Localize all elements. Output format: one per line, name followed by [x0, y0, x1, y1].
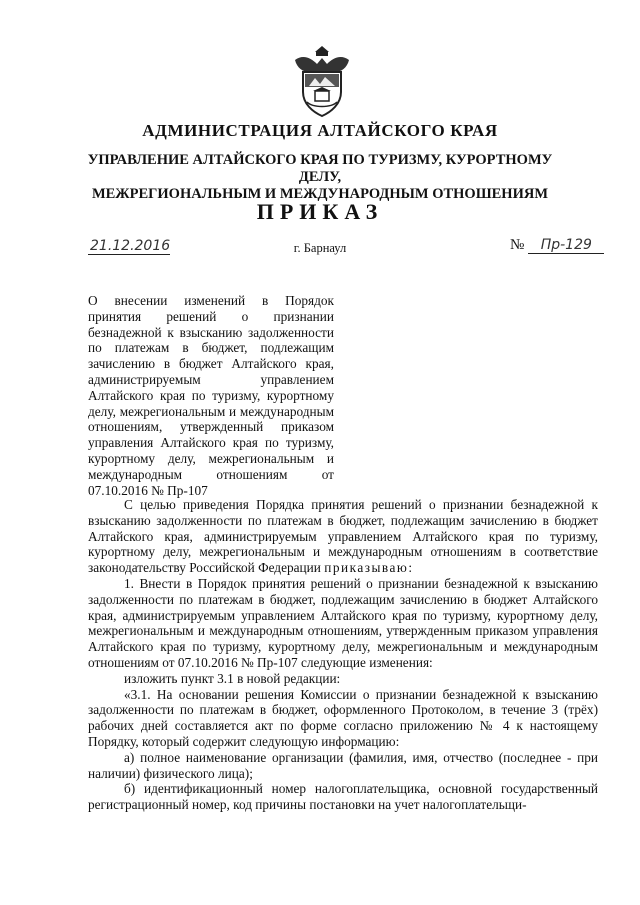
department-title-line2: МЕЖРЕГИОНАЛЬНЫМ И МЕЖДУНАРОДНЫМ ОТНОШЕНИЯМ — [91, 186, 549, 202]
body-paragraph-clause: «3.1. На основании решения Комиссии о признании безнадежной к взысканию задолженности по платежам в бюджет, оформленного Протоколом, в течение 3 (трёх) рабочих дней составляется акт по форме согласно приложению № 4 к настоящему Порядку, который содержит следующую информацию: — [88, 686, 598, 749]
department-title — [80, 152, 560, 203]
body-paragraph-amend: изложить пункт 3.1 в новой редакции: — [124, 670, 341, 686]
document-body — [88, 497, 598, 813]
preamble-text: С целью приведения Порядка принятия решений о признании безнадежной к взысканию задолженности по платежам в бюджет, подлежащим зачислению в бюджет Алтайского края, администрируемым управлением Алтайского края по туризму, курортному делу, межрегиональным и международным отношениям в соответствие законодательству Российской Федерации — [88, 497, 598, 576]
body-paragraph-a: а) полное наименование организации (фамилия, имя, отчество (последнее - при наличии) физического лица); — [88, 749, 598, 781]
body-paragraph-item1: 1. Внести в Порядок принятия решений о признании безнадежной к взысканию задолженности по платежам в бюджет, подлежащим зачислению в бюджет Алтайского края, администрируемым управлением Алтайского края по туризму, курортному делу, межрегиональным и международным отношениям, утвержденным приказом управления Алтайского края по туризму, курортному делу, межрегиональным и международным отношениям от 07.10.2016 № Пр-107 следующие изменения: — [88, 575, 598, 670]
document-number — [510, 236, 610, 254]
document-type-title: ПРИКАЗ — [256, 199, 384, 224]
document-city: г. Барнаул — [293, 241, 347, 255]
document-date: 21.12.2016 — [90, 238, 171, 254]
department-title-line1: УПРАВЛЕНИЕ АЛТАЙСКОГО КРАЯ ПО ТУРИЗМУ, КУРОРТНОМУ ДЕЛУ, — [87, 152, 553, 185]
body-paragraph-b: б) идентификационный номер налогоплательщика, основной государственный регистрационный номер, код причины постановки на учет налогоплательщи- — [88, 781, 598, 813]
body-paragraph-preamble — [88, 497, 598, 576]
number-sign: № — [510, 237, 525, 253]
number-value: Пр-129 — [528, 237, 604, 254]
document-subject: О внесении изменений в Порядок принятия решений о признании безнадежной к взысканию задолженности по платежам в бюджет, подлежащим зачислению в бюджет Алтайского края, администрируемым управлением Алтайского края по туризму, курортному делу, межрегиональным и международным отношениям, утвержденный приказом управления Алтайского края по туризму, курортному делу, межрегиональным и международным отношениям от 07.10.2016 № Пр-107 — [88, 293, 334, 498]
order-keyword: приказываю: — [324, 560, 414, 576]
administration-title: АДМИНИСТРАЦИЯ АЛТАЙСКОГО КРАЯ — [142, 121, 498, 140]
coat-of-arms-icon — [289, 44, 355, 118]
